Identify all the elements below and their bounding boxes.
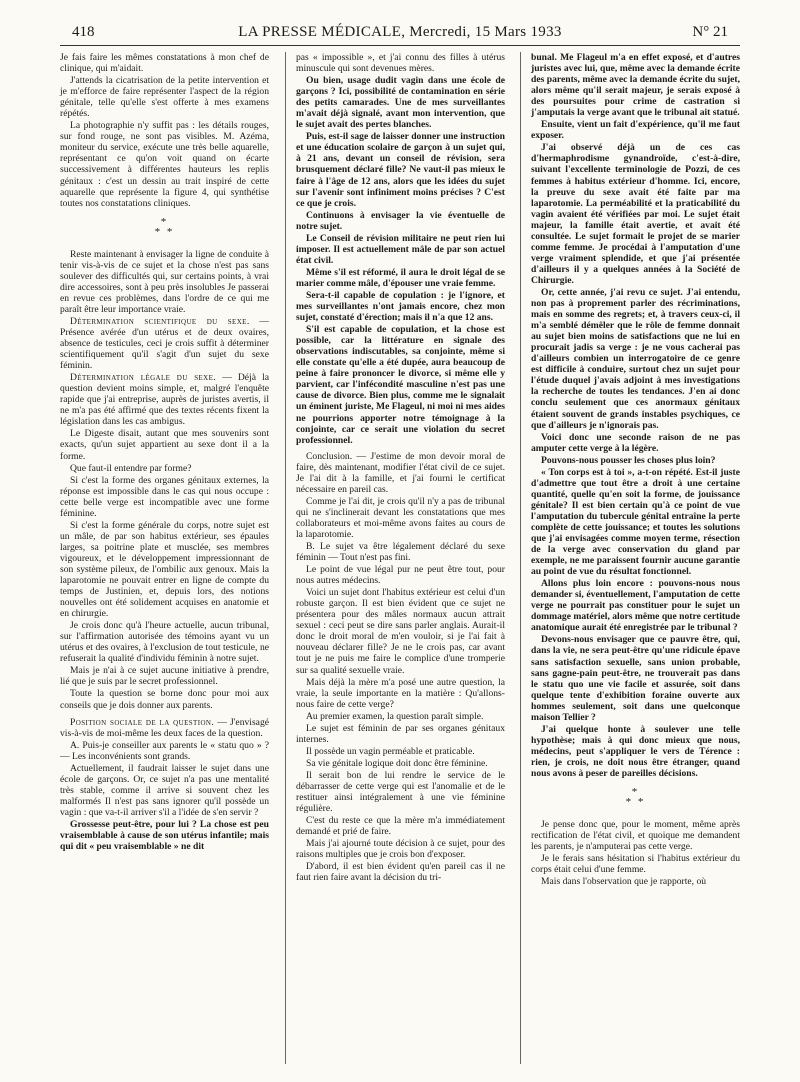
paragraph: Si c'est la forme générale du corps, notre sujet est un mâle, de par son habitus extérieur, ses épaules larges, sa poitrine plate et musclée, ses membres vigoureux, et le développement impressionnant de son système pileux, de l'ombilic aux genoux. Mais la laparotomie ne pouvait entrer en ligne de compte du temps de Justinien, et, depuis lors, des notions nouvelles ont été solidement acquises en anatomie et en chirurgie.: [60, 519, 269, 620]
section-heading: Détermination légale du sexe.: [70, 372, 217, 384]
paragraph: Conclusion. — J'estime de mon devoir moral de faire, dès maintenant, modifier l'état civil de ce sujet. Je l'ai dit à la famille, et j'ai fourni le certificat nécessaire en pareil cas.: [296, 450, 505, 495]
section-heading: Position sociale de la question.: [70, 716, 215, 728]
paragraph: Toute la question se borne donc pour moi aux conseils que je dois donner aux parents.: [60, 688, 269, 711]
paragraph: Voici donc une seconde raison de ne pas amputer cette verge à la légère.: [531, 431, 740, 454]
column-divider: [285, 52, 286, 1064]
journal-title: LA PRESSE MÉDICALE, Mercredi, 15 Mars 1933: [238, 24, 562, 40]
paragraph: Que faut-il entendre par forme?: [70, 462, 192, 474]
header-rule: [60, 45, 740, 46]
paragraph: Mais dans l'observation que je rapporte, où: [541, 876, 707, 888]
paragraph: Mais je n'ai à ce sujet aucune initiative à prendre, lié que je suis par le secret professionnel.: [60, 665, 269, 688]
paragraph: Au premier examen, la question paraît simple.: [306, 710, 484, 722]
paragraph: S'il est capable de copulation, et la chose est possible, car la littérature en signale des observations indiscutables, sa conjointe, même si elle constate qu'elle a été dupée, aura beaucoup de peine à faire prononcer le divorce, si même elle y parvient, car l'infécondité masculine n'est pas une cause de divorce. Bien plus, comme me le signalait un éminent juriste, Me Flageul, ni moi ni mes aides ne pourrions apporter notre témoignage à la conjointe, car ce serait une violation du secret professionnel.: [296, 324, 505, 446]
paragraph: Actuellement, il faudrait laisser le sujet dans une école de garçons. Or, ce sujet n'a pas une mentalité très stable, comme il arrive si souvent chez les malformés Il n'est pas sans ignorer qu'il possède un vagin : que va-t-il arriver s'il a l'idée de s'en servir ?: [60, 762, 269, 818]
text-column-3: [531, 52, 740, 888]
paragraph: Position sociale de la question. — J'envisagé vis-à-vis de moi-même les deux faces de la question.: [60, 716, 270, 739]
section-heading: Détermination scientifique du sexe.: [70, 315, 250, 327]
paragraph: Il serait bon de lui rendre le service de le débarrasser de cette verge qui est l'anomalie et de le restituer ainsi intégralement à une vie féminine régulière.: [296, 769, 505, 815]
paragraph: Je pense donc que, pour le moment, même après rectification de l'état civil, et quoique me demandent les parents, je n'amputerai pas cette verge.: [531, 819, 740, 853]
paragraph: Sa vie génitale logique doit donc être féminine.: [306, 757, 488, 769]
paragraph: Détermination légale du sexe. — Déjà la question devient moins simple, et, malgré l'enquête rapide que j'ai entreprise, auprès de juristes avertis, il ne m'a pas été affirmé que des textes récents fixent la législation dans les cas ambigus.: [60, 372, 269, 428]
paragraph: J'ai quelque honte à soulever une telle hypothèse; mais à qui donc mieux que nous, médecins, peut s'appliquer le vers de Térence : rien, je crois, ne doit nous être étranger, quand nous avons à peser de pareilles décisions.: [531, 723, 740, 779]
issue-number: N° 21: [692, 24, 728, 40]
paragraph: Grossesse peut-être, pour lui ? La chose est peu vraisemblable à cause de son utérus infantile; mais qui dit « peu vraisemblable » ne dit: [60, 819, 269, 853]
paragraph: Je fais faire les mêmes constatations à mon chef de clinique, qui m'aidait.: [60, 52, 269, 75]
paragraph: Mais j'ai ajourné toute décision à ce sujet, pour des raisons multiples que je crois bon d'exposer.: [296, 838, 505, 861]
paragraph: B. Le sujet va être légalement déclaré du sexe féminin — Tout n'est pas fini.: [296, 541, 505, 564]
paragraph: Même s'il est réformé, il aura le droit légal de se marier comme mâle, d'épouser une vraie femme.: [296, 266, 505, 289]
paragraph: Voici un sujet dont l'habitus extérieur est celui d'un robuste garçon. Il est bien évident que ce sujet ne présentera pour des mâles normaux aucun attrait sexuel : ceci peut se dire sans parler anglais. Aurait-il donc le droit moral de m'en vouloir, si je l'ai fait à nouveau déclarer fille? Je ne le crois pas, car avant tout je ne puis me faire le complice d'une tromperie sur sa qualité sexuelle vraie.: [296, 587, 505, 676]
paragraph: Je le ferais sans hésitation si l'habitus extérieur du corps était celui d'une femme.: [531, 853, 740, 876]
paragraph: Allons plus loin encore : pouvons-nous nous demander si, éventuellement, l'amputation de cette verge ne pourrait pas constituer pour le sujet un dommage matériel, alors même que notre certitude anatomique aurait été enregistrée par le tribunal ?: [531, 578, 740, 634]
paragraph: J'attends la cicatrisation de la petite intervention et je m'efforce de faire représenter l'aspect de la région génitale, telle qu'elle s'est offerte à mes examens répétés.: [60, 75, 269, 120]
paragraph: Mais déjà la mère m'a posé une autre question, la vraie, la seule importante en la matière : Qu'allons-nous faire de cette verge?: [296, 676, 505, 710]
section-separator: * * *: [625, 786, 646, 809]
paragraph: Le sujet est féminin de par ses organes génitaux internes.: [296, 722, 505, 745]
paragraph: Il possède un vagin perméable et praticable.: [306, 745, 475, 757]
paragraph: J'ai observé déjà un de ces cas d'hermaphrodisme gynandroïde, c'est-à-dire, suivant l'excellente terminologie de Pozzi, de ces femmes à habitus extérieur d'homme. Ici, encore, la preuve du sexe avait été faite par ma laparotomie. La perméabilité et la praticabilité du vagin avaient été vérifiées par moi. Le sujet était majeur, la famille était avertie, et avait été consultée. Le sujet formait le projet de se marier comme femme. Je procédai à l'amputation d'une verge vraiment splendide, et que j'ai présentée d'ailleurs il y a quelques années à la Société de Chirurgie.: [531, 142, 740, 286]
paragraph: C'est du reste ce que la mère m'a immédiatement demandé et prié de faire.: [296, 815, 505, 838]
paragraph: « Ton corps est à toi », a-t-on répété. Est-il juste d'admettre que tout être a droit à une certaine quantité, quelle qu'en soit la forme, de jouissance génitale? Il est bien certain qu'à ce point de vue l'amputation du tubercule génital entraîne la perte complète de cette jouissance; et toutes les solutions que j'ai envisagées comme moyen terme, résection de la verge avec conservation du gland par exemple, ne me paraissent fournir aucune garantie au point de vue du résultat fonctionnel.: [531, 466, 740, 578]
paragraph: La photographie n'y suffit pas : les détails rouges, sur fond rouge, ne sont pas visibles. M. Azéma, moniteur du service, exécute une très belle aquarelle, représentant ce qu'on voit quand on écarte successivement à différentes hauteurs les replis génitaux : c'est un dessin au trait inspiré de cette aquarelle que représente la figure 4, qui synthétise toutes nos constatations cliniques.: [60, 120, 269, 209]
paragraph: Puis, est-il sage de laisser donner une instruction et une éducation scolaire de garçon à un sujet qui, à 21 ans, devant un conseil de révision, sera brusquement déclaré fille? Ne vaut-il pas mieux le faire à l'âge de 12 ans, alors que les idées du sujet sur l'avenir sont infiniment moins précises ? C'est ce que je crois.: [296, 131, 505, 209]
paragraph: Ensuite, vient un fait d'expérience, qu'il me faut exposer.: [531, 119, 740, 142]
paragraph: Continuons à envisager la vie éventuelle de notre sujet.: [296, 209, 505, 232]
paragraph: Le Digeste disait, autant que mes souvenirs sont exacts, qu'un sujet appartient au sexe dont il a la forme.: [60, 428, 269, 462]
paragraph: Détermination scientifique du sexe. — Présence avérée d'un utérus et de deux ovaires, absence de testicules, ceci je crois suffit à déterminer scientifiquement qu'il s'agit d'un sujet du sexe féminin.: [60, 315, 269, 372]
paragraph: Pouvons-nous pousser les choses plus loin?: [541, 454, 716, 466]
text-column-1: [60, 52, 269, 853]
paragraph: Devons-nous envisager que ce pauvre être, qui, dans la vie, ne sera peut-être qu'une ridicule épave sans satisfaction sexuelle, sans union probable, sans gagne-pain peut-être, ne trouverait pas dans le statu quo une vie facile et assurée, soit dans quelque tente d'exhibition foraine ouverte aux hommes seulement, soit dans une quelconque maison Tellier ?: [531, 634, 740, 723]
paragraph: Comme je l'ai dit, je crois qu'il n'y a pas de tribunal qui ne s'inclinerait devant les constatations que mes collaborateurs et moi-même avons faites au cours de la laparotomie.: [296, 495, 505, 540]
running-header: [72, 24, 728, 46]
paragraph: Je crois donc qu'à l'heure actuelle, aucun tribunal, sur l'affirmation autorisée des témoins ayant vu un utérus et des ovaires, à l'exclusion de tout testicule, ne refuserait la qualité d'individu féminin à notre sujet.: [60, 620, 269, 665]
paragraph: Sera-t-il capable de copulation : je l'ignore, et mes surveillantes n'ont jamais encore, chez mon sujet, constaté d'érection; mais il n'a que 12 ans.: [296, 289, 505, 324]
paragraph: D'abord, il est bien évident qu'en pareil cas il ne faut rien faire avant la décision du tri-: [296, 861, 505, 884]
text-column-2: [296, 52, 505, 884]
column-divider: [520, 52, 521, 1064]
paragraph: bunal. Me Flageul m'a en effet exposé, et d'autres juristes avec lui, que, même avec la demande écrite des parents, même avec la demande écrite du sujet, alors même qu'il serait majeur, je serais exposé à des poursuites pour crime de castration si j'amputais la verge avant que le tribunal ait statué.: [531, 52, 740, 119]
paragraph: Le Conseil de révision militaire ne peut rien lui imposer. Il est actuellement mâle de par son actuel état civil.: [296, 232, 505, 266]
paragraph: Le point de vue légal pur ne peut être tout, pour nous autres médecins.: [296, 564, 505, 587]
paragraph: Si c'est la forme des organes génitaux externes, la réponse est impossible dans le cas qui nous occupe : cette belle verge est incompatible avec une forme féminine.: [60, 474, 269, 519]
section-separator: * * *: [154, 215, 175, 238]
page-number: 418: [72, 24, 95, 40]
paragraph: A. Puis-je conseiller aux parents le « statu quo » ? — Les inconvénients sont grands.: [60, 739, 269, 762]
paragraph: Or, cette année, j'ai revu ce sujet. J'ai entendu, non pas à proprement parler des récriminations, mais en somme des regrets; et, à travers ceux-ci, il m'a semblé démêler que le rôle de femme donnait au sujet bien moins de satisfactions que ne lui en procurait jadis sa verge : je ne vous cacherai pas d'ailleurs combien un interrogatoire de ce genre est difficile à conduire, surtout chez un sujet pour l'étude duquel j'avais adjoint à mes investigations la recherche de toutes les tendances. J'en ai donc conclu seulement que ces anormaux génitaux étaient souvent de grands instables psychiques, ce que d'ailleurs je n'ignorais pas.: [531, 286, 740, 431]
paragraph: Reste maintenant à envisager la ligne de conduite à tenir vis-à-vis de ce sujet et la chose n'est pas sans soulever des difficultés qui, sur certains points, à vrai dire accessoires, sont à peu près insolubles Je passerai en revue ces problèmes, dans l'ordre de ce qui me paraît être leur importance vraie.: [60, 248, 269, 315]
paragraph: pas « impossible », et j'ai connu des filles à utérus minuscule qui sont devenues mères.: [296, 52, 505, 75]
paragraph: Ou bien, usage dudit vagin dans une école de garçons ? Ici, possibilité de contamination en série des petits camarades. Une de mes surveillantes m'avait déjà signalé, avant mon intervention, que le sujet avait des pertes blanches.: [296, 75, 505, 131]
